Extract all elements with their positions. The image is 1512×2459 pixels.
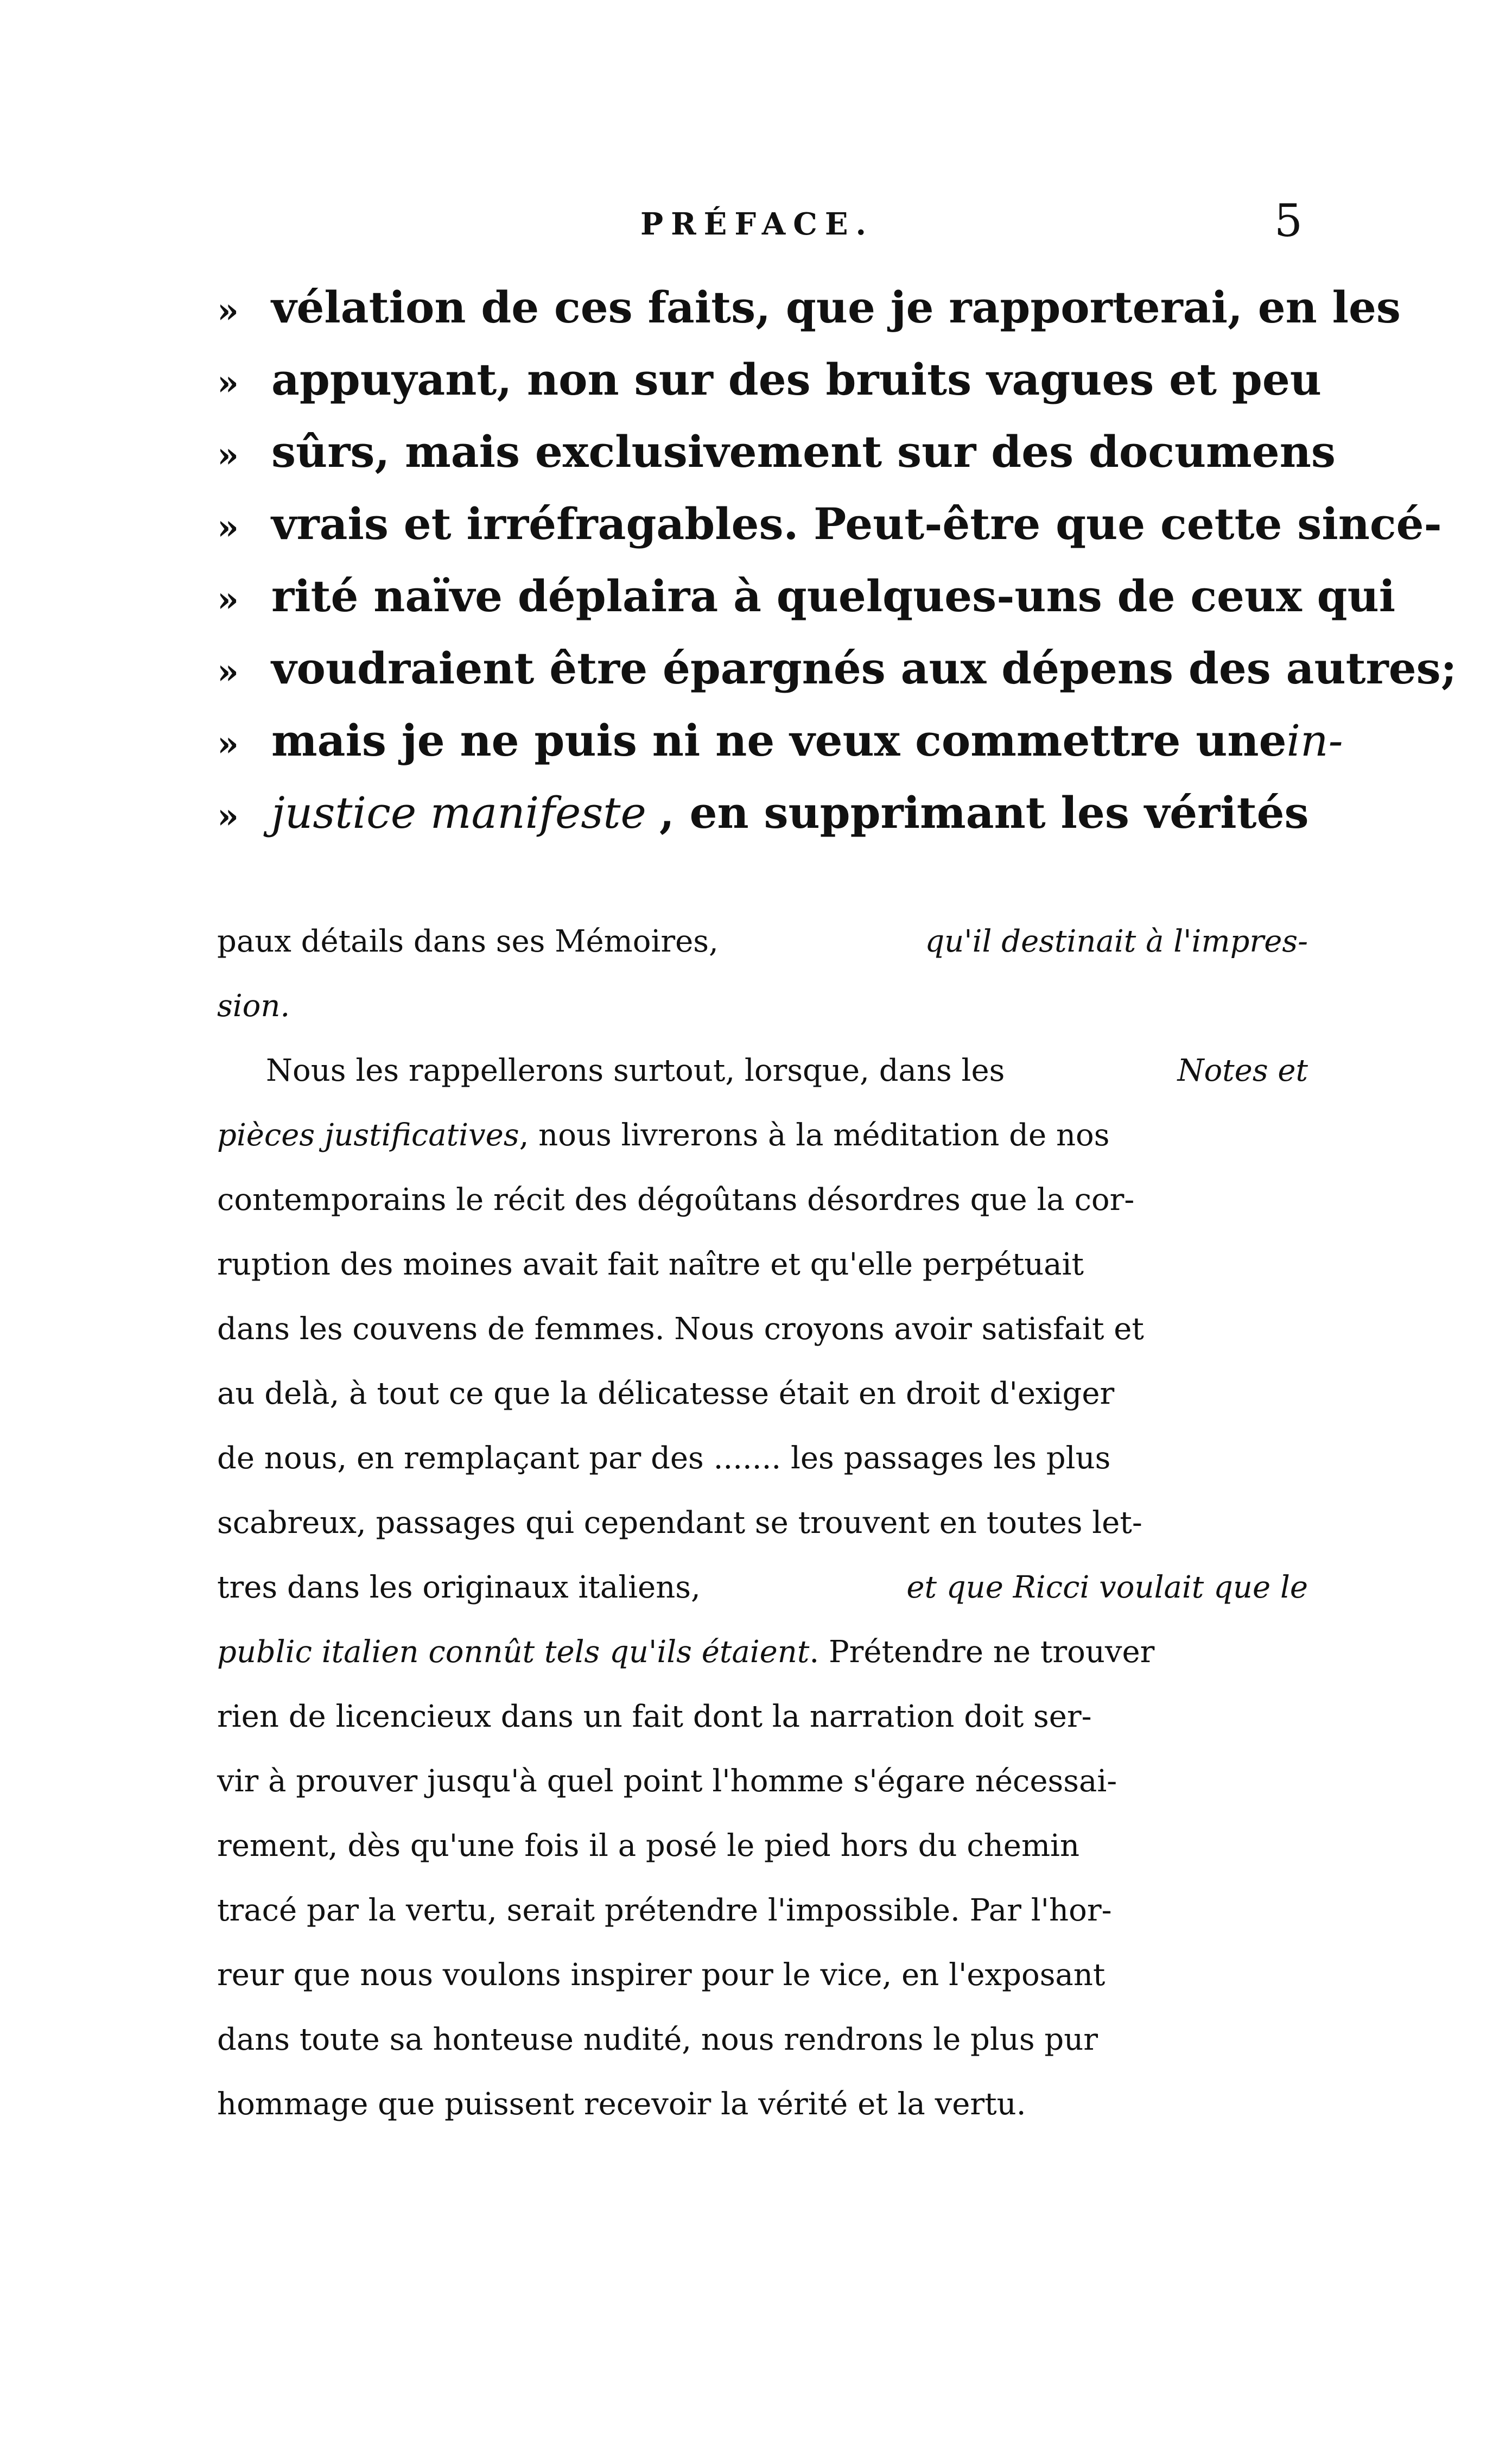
quote-text: , en supprimant les vérités — [659, 787, 1309, 838]
text-line — [217, 974, 1308, 1038]
text-line — [217, 2072, 1308, 2137]
text-line — [217, 1943, 1308, 2007]
quote-mark: » — [217, 507, 239, 548]
text-line — [217, 1684, 1308, 1749]
text-span: au delà, à tout ce que la délicatesse était en droit d'exiger — [217, 1376, 1115, 1411]
text-line — [217, 1297, 1308, 1361]
text-span: reur que nous voulons inspirer pour le vice, en l'exposant — [217, 1957, 1106, 1993]
quote-mark: » — [217, 290, 239, 331]
quote-line — [217, 777, 1308, 849]
text-span-italic: qu'il destinait à l'impres- — [925, 924, 1308, 959]
quote-text: vélation de ces faits, que je rapporterai, en les — [271, 282, 1401, 333]
quote-line — [217, 705, 1343, 777]
page-number: 5 — [1274, 195, 1303, 247]
text-span: contemporains le récit des dégoûtans désordres que la cor- — [217, 1182, 1135, 1218]
quote-text: voudraient être épargnés aux dépens des autres; — [271, 643, 1457, 694]
quote-mark: » — [217, 579, 239, 620]
quote-mark: » — [217, 435, 239, 476]
text-span-italic: sion. — [217, 988, 290, 1024]
text-line — [217, 1491, 1308, 1555]
text-span: scabreux, passages qui cependant se trouvent en toutes let- — [217, 1505, 1142, 1541]
quote-text: vrais et irréfragables. Peut-être que cette sincé- — [271, 498, 1442, 549]
text-line — [217, 1555, 1308, 1620]
text-line — [217, 1232, 1308, 1297]
text-span: tracé par la vertu, serait prétendre l'impossible. Par l'hor- — [217, 1893, 1112, 1928]
text-span: de nous, en remplaçant par des ....... les passages les plus — [217, 1441, 1111, 1476]
text-span: rien de licencieux dans un fait dont la narration doit ser- — [217, 1699, 1092, 1734]
quote-line — [217, 344, 1322, 416]
text-line — [217, 1361, 1308, 1426]
text-span: dans toute sa honteuse nudité, nous rendrons le plus pur — [217, 2022, 1098, 2057]
text-line — [217, 1038, 1308, 1103]
quoted-passage — [217, 271, 1457, 849]
quote-line — [217, 632, 1457, 705]
text-span-italic: et que Ricci voulait que le — [906, 1570, 1308, 1605]
text-span: . Prétendre ne trouver — [809, 1634, 1155, 1670]
quote-text: appuyant, non sur des bruits vagues et peu — [271, 354, 1322, 405]
text-line — [217, 909, 1308, 974]
running-title: PRÉFACE. — [640, 206, 874, 242]
quote-line — [217, 416, 1336, 488]
text-line — [217, 1878, 1308, 1943]
text-span: vir à prouver jusqu'à quel point l'homme s'égare nécessai- — [217, 1764, 1117, 1799]
quote-mark: » — [217, 363, 239, 403]
quote-text: mais je ne puis ni ne veux commettre une — [271, 715, 1287, 766]
text-span-italic: Notes et — [1177, 1053, 1308, 1088]
text-span: , nous livrerons à la méditation de nos — [519, 1118, 1110, 1153]
text-span: dans les couvens de femmes. Nous croyons avoir satisfait et — [217, 1311, 1144, 1347]
text-line — [217, 1103, 1308, 1168]
quote-line — [217, 560, 1396, 632]
text-span: tres dans les originaux italiens, — [217, 1570, 701, 1605]
quote-text: rité naïve déplaira à quelques-uns de ceux qui — [271, 571, 1396, 622]
quote-line — [217, 271, 1401, 344]
quote-mark: » — [217, 724, 239, 764]
text-line — [217, 1814, 1308, 1878]
quote-text-italic: in- — [1286, 715, 1343, 766]
text-span: ruption des moines avait fait naître et qu'elle perpétuait — [217, 1247, 1084, 1282]
quote-mark: » — [217, 796, 239, 836]
text-span: Nous les rappellerons surtout, lorsque, dans les — [266, 1053, 1005, 1088]
quote-text: sûrs, mais exclusivement sur des documens — [271, 426, 1336, 477]
text-line — [217, 1426, 1308, 1491]
text-span-italic: pièces justificatives — [217, 1118, 519, 1153]
text-line — [217, 1749, 1308, 1814]
page-header — [217, 195, 1303, 261]
footnote-text — [217, 909, 1308, 2137]
text-line — [217, 1168, 1308, 1232]
text-span-italic: public italien connût tels qu'ils étaient — [217, 1634, 810, 1670]
text-span: hommage que puissent recevoir la vérité et la vertu. — [217, 2087, 1026, 2122]
quote-line — [217, 488, 1442, 560]
quote-mark: » — [217, 651, 239, 692]
text-span: rement, dès qu'une fois il a posé le pied hors du chemin — [217, 1828, 1080, 1864]
text-span: paux détails dans ses Mémoires, — [217, 924, 719, 959]
quote-text-italic: justice manifeste — [271, 788, 646, 838]
text-line — [217, 1620, 1308, 1684]
text-line — [217, 2007, 1308, 2072]
